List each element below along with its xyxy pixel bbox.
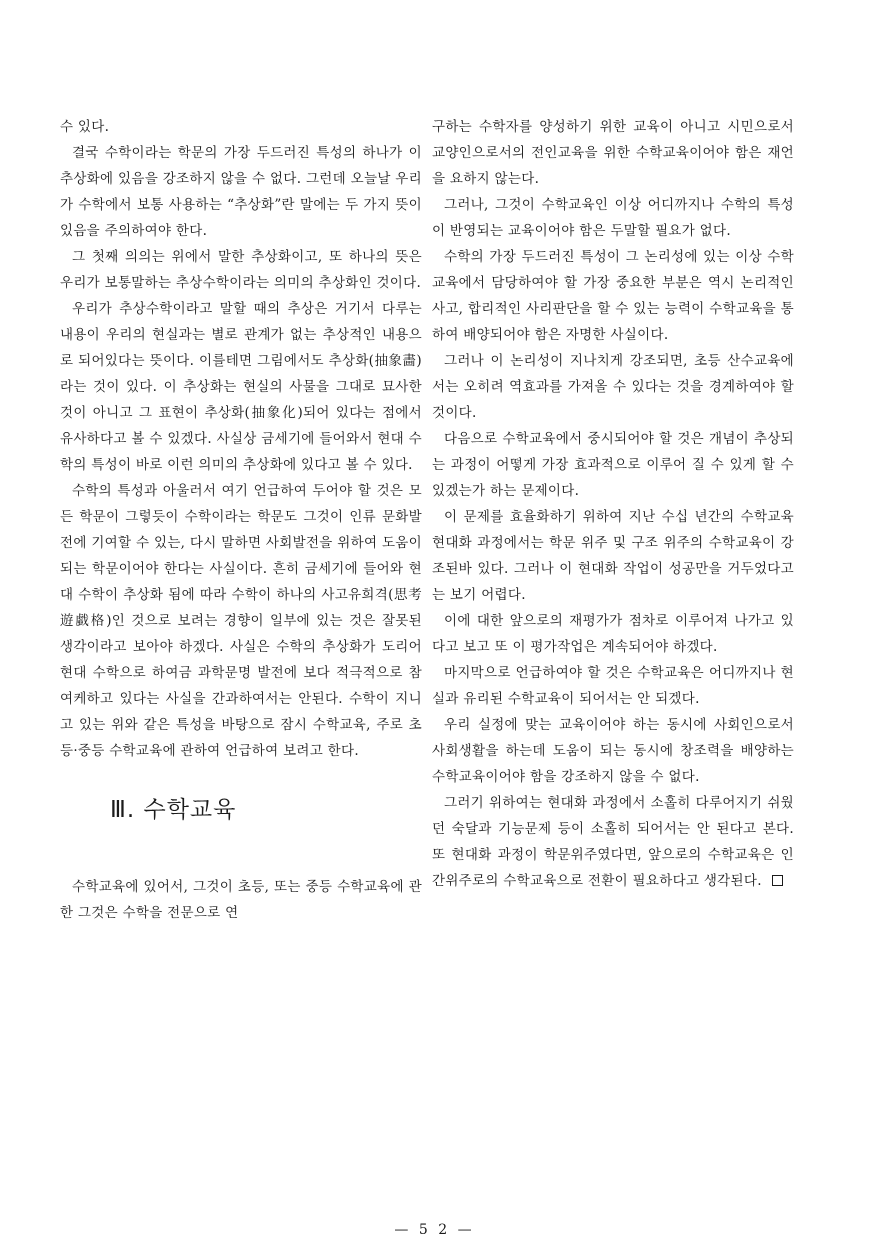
paragraph: 다음으로 수학교육에서 중시되어야 할 것은 개념이 추상되는 과정이 어떻게 가장 효과적으로 이루어 질 수 있게 할 수 있겠는가 하는 문제이다. xyxy=(432,431,794,499)
paragraph: 수학의 특성과 아울러서 여기 언급하여 두어야 할 것은 모든 학문이 그렇듯이 수학이라는 학문도 그것이 인류 문화발전에 기여할 수 있는, 다시 말하면 사회발전을 위하여 도움이 되는 학문이어야 한다는 사실이다. 흔히 금세기에 들어와 현대 수학이 추상화 됨에 따라 수학이 하나의 사고유희격(思考遊戱格)인 것으로 보려는 경향이 일부에 있는 것은 잘못된 생각이라고 보아야 하겠다. 사실은 수학의 추상화가 도리어 현대 수학으로 하여금 과학문명 발전에 보다 적극적으로 참여케하고 있다는 사실을 간과하여서는 안된다. 수학이 지니고 있는 위와 같은 특성을 바탕으로 잠시 수학교육, 주로 초등·중등 수학교육에 관하여 언급하여 보려고 한다. xyxy=(60,483,422,759)
paragraph: 우리가 추상수학이라고 말할 때의 추상은 거기서 다루는 내용이 우리의 현실과는 별로 관계가 없는 추상적인 내용으로 되어있다는 뜻이다. 이를테면 그림에서도 추상화(抽象畵)라는 것이 있다. 이 추상화는 현실의 사물을 그대로 묘사한 것이 아니고 그 표현이 추상화(抽象化)되어 있다는 점에서 유사하다고 볼 수 있겠다. 사실상 금세기에 들어와서 현대 수학의 특성이 바로 이런 의미의 추상화에 있다고 볼 수 있다. xyxy=(60,301,422,473)
page-number: — 5 2 — xyxy=(394,1222,475,1238)
paragraph: 그러나, 그것이 수학교육인 이상 어디까지나 수학의 특성이 반영되는 교육이어야 함은 두말할 필요가 없다. xyxy=(432,197,794,239)
paragraph: 수학교육에 있어서, 그것이 초등, 또는 중등 수학교육에 관한 그것은 수학을 전문으로 연 xyxy=(60,879,422,921)
section-heading: Ⅲ. 수학교육 xyxy=(110,797,237,823)
left-column xyxy=(60,114,422,926)
paragraph: 결국 수학이라는 학문의 가장 두드러진 특성의 하나가 이 추상화에 있음을 강조하지 않을 수 없다. 그런데 오늘날 우리가 수학에서 보통 사용하는 “추상화”란 말에는 두 가지 뜻이 있음을 주의하여야 한다. xyxy=(60,145,422,239)
paragraph: 이 문제를 효율화하기 위하여 지난 수십 년간의 수학교육 현대화 과정에서는 학문 위주 및 구조 위주의 수학교육이 강조된바 있다. 그러나 이 현대화 작업이 성공만을 거두었다고는 보기 어렵다. xyxy=(432,509,794,603)
paragraph: 수학의 가장 두드러진 특성이 그 논리성에 있는 이상 수학교육에서 담당하여야 할 가장 중요한 부분은 역시 논리적인 사고, 합리적인 사리판단을 할 수 있는 능력이 수학교육을 통하여 배양되어야 함은 자명한 사실이다. xyxy=(432,249,794,343)
paragraph: 우리 실정에 맞는 교육이어야 하는 동시에 사회인으로서 사회생활을 하는데 도움이 되는 동시에 창조력을 배양하는 수학교육이어야 함을 강조하지 않을 수 없다. xyxy=(432,717,794,785)
right-column xyxy=(432,114,794,894)
paragraph-text: 그러기 위하여는 현대화 과정에서 소홀히 다루어지기 쉬웠던 숙달과 기능문제 등이 소홀히 되어서는 안 된다고 본다. 또 현대화 과정이 학문위주였다면, 앞으로의 수학교육은 인간위주로의 수학교육으로 전환이 필요하다고 생각된다. xyxy=(432,795,794,889)
end-of-article-box-icon xyxy=(772,875,783,886)
paragraph: 이에 대한 앞으로의 재평가가 점차로 이루어져 나가고 있다고 보고 또 이 평가작업은 계속되어야 하겠다. xyxy=(432,613,794,655)
paragraph: 그 첫째 의의는 위에서 말한 추상화이고, 또 하나의 뜻은 우리가 보통말하는 추상수학이라는 의미의 추상화인 것이다. xyxy=(60,249,422,291)
last-paragraph xyxy=(432,790,794,894)
paragraph: 구하는 수학자를 양성하기 위한 교육이 아니고 시민으로서 교양인으로서의 전인교육을 위한 수학교육이어야 함은 재언을 요하지 않는다. xyxy=(432,119,794,187)
paragraph: 마지막으로 언급하여야 할 것은 수학교육은 어디까지나 현실과 유리된 수학교육이 되어서는 안 되겠다. xyxy=(432,665,794,707)
paragraph: 그러나 이 논리성이 지나치게 강조되면, 초등 산수교육에서는 오히려 역효과를 가져올 수 있다는 것을 경계하여야 할 것이다. xyxy=(432,353,794,421)
paragraph: 수 있다. xyxy=(60,119,110,135)
